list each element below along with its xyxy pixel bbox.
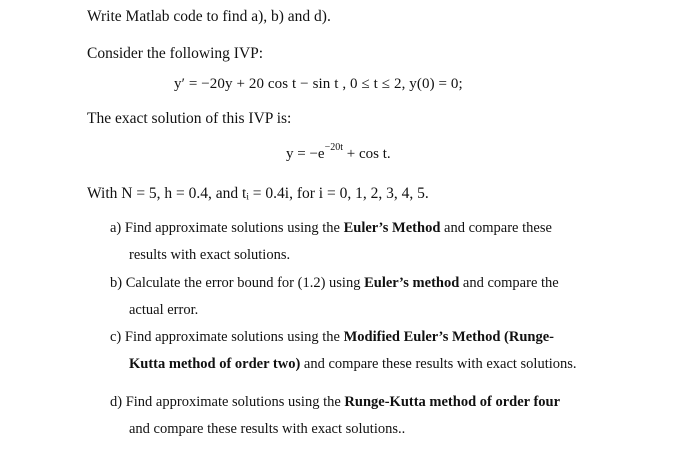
list-item-b <box>110 275 559 292</box>
item-text: Find approximate solutions using the <box>124 329 344 345</box>
item-bold-text: Modified Euler’s Method (Runge- <box>343 329 554 345</box>
item-label: b) <box>110 275 123 291</box>
item-label: a) <box>110 220 122 236</box>
consider-text: Consider the following IVP: <box>87 45 264 62</box>
item-label: d) <box>110 394 123 410</box>
intro-text: Write Matlab code to find a), b) and d). <box>87 8 331 25</box>
exact-solution-exponent: −20t <box>324 142 343 153</box>
exact-solution-rhs: + cos t. <box>343 146 391 162</box>
list-item-a <box>110 220 552 237</box>
item-text: and compare these <box>440 220 552 236</box>
list-item-c <box>110 329 554 346</box>
item-label: c) <box>110 329 122 345</box>
item-text: and compare the <box>459 275 559 291</box>
list-item-d-continued: and compare these results with exact solutions.. <box>129 421 406 437</box>
item-bold-text: Kutta method of order two) <box>129 356 301 372</box>
list-item-b-continued: actual error. <box>129 302 199 318</box>
exact-solution-intro: The exact solution of this IVP is: <box>87 110 292 127</box>
parameters-text: With N = 5, h = 0.4, and tᵢ = 0.4i, for i = 0, 1, 2, 3, 4, 5. <box>87 185 429 202</box>
exact-solution-equation <box>286 142 391 163</box>
item-text: Find approximate solutions using the <box>125 394 345 410</box>
list-item-c-continued <box>129 356 577 373</box>
item-bold-text: Runge-Kutta method of order four <box>344 394 561 410</box>
item-bold-text: Euler’s Method <box>343 220 441 236</box>
list-item-a-continued: results with exact solutions. <box>129 247 291 263</box>
item-bold-text: Euler’s method <box>364 275 460 291</box>
list-item-d <box>110 394 560 411</box>
item-text: Find approximate solutions using the <box>124 220 344 236</box>
item-text: Calculate the error bound for (1.2) using <box>125 275 365 291</box>
item-text: and compare these results with exact solutions. <box>300 356 577 372</box>
ivp-equation: y′ = −20y + 20 cos t − sin t , 0 ≤ t ≤ 2, y(0) = 0; <box>174 76 463 92</box>
exact-solution-lhs: y = −e <box>286 146 325 162</box>
